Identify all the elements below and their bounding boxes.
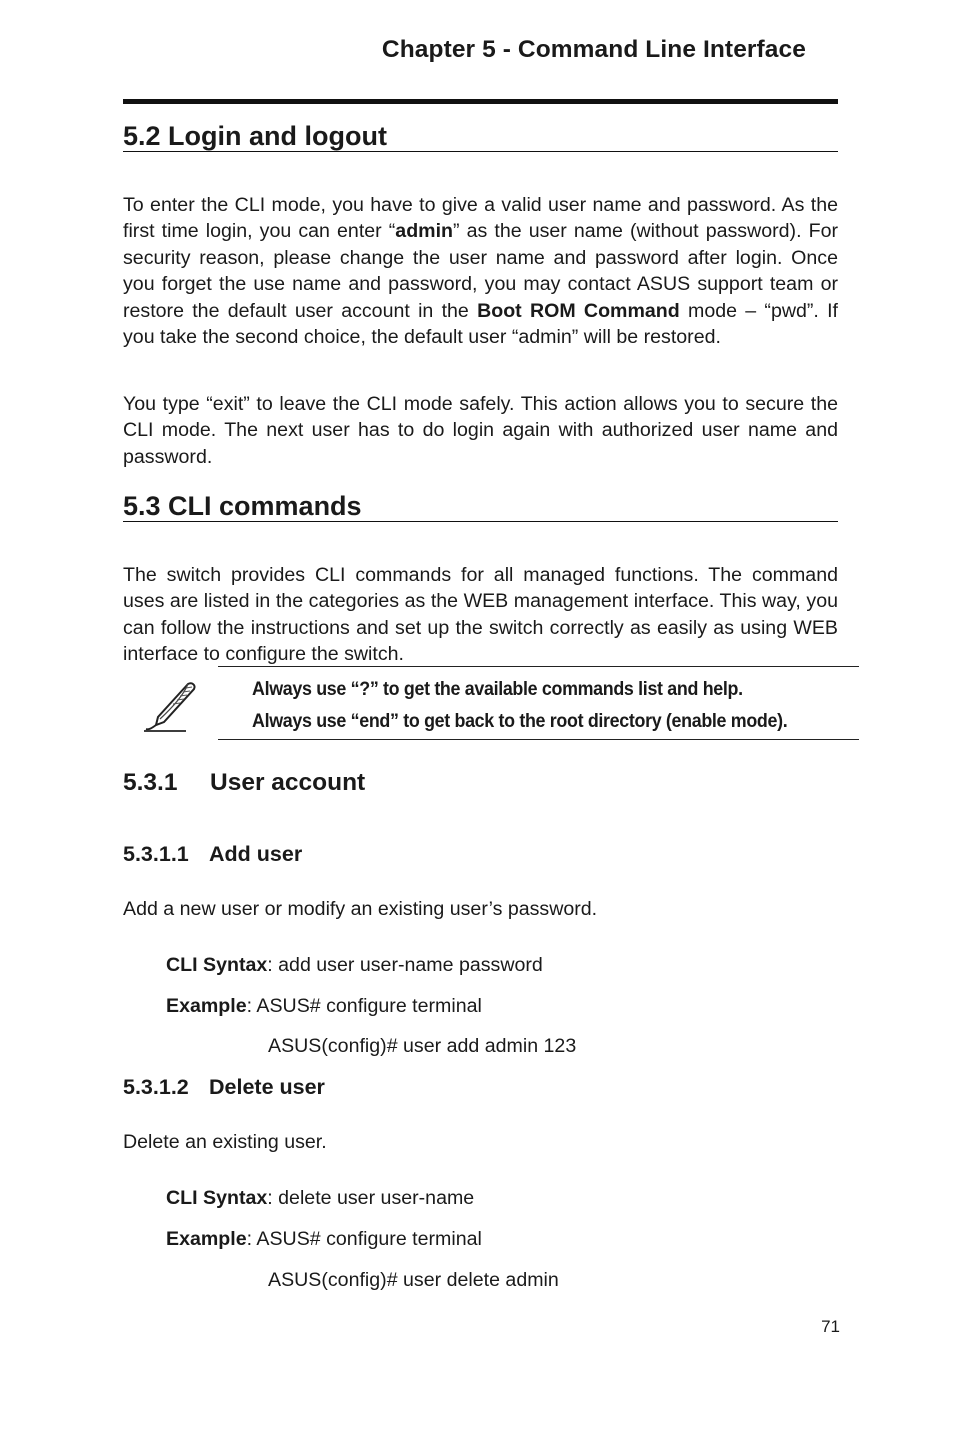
note-line-help: Always use “?” to get the available commands list and help. <box>252 679 743 700</box>
delete-user-example-cont: ASUS(config)# user delete admin <box>268 1269 559 1291</box>
chapter-header: Chapter 5 - Command Line Interface <box>381 36 806 63</box>
syntax-text: : delete user user-name <box>267 1187 475 1209</box>
text-run: ” as the user name (without password). For security reason, please change the user name and password after login. Once you forget the use name and password, you may contact ASUS support team or restore the default user account in the <box>123 220 838 322</box>
heading-add-user <box>123 842 302 867</box>
section-title-cli-commands: 5.3 CLI commands <box>123 491 838 522</box>
syntax-text: : add user user-name password <box>267 954 543 976</box>
subsection-label: User account <box>210 769 366 796</box>
add-user-description: Add a new user or modify an existing user’s password. <box>123 898 598 920</box>
bold-term: admin <box>395 220 453 243</box>
note-line-end: Always use “end” to get back to the root directory (enable mode). <box>252 711 788 732</box>
logout-paragraph: You type “exit” to leave the CLI mode safely. This action allows you to secure the CLI mode. The next user has to do login again with authorized user name and password. <box>123 393 838 468</box>
example-text: : ASUS# configure terminal <box>246 995 482 1017</box>
delete-user-example <box>166 1228 482 1251</box>
add-user-example-cont: ASUS(config)# user add admin 123 <box>268 1035 577 1057</box>
text-run: To enter the CLI mode, you have to give a valid user name and password. As the first time login, you can enter “ <box>123 194 838 243</box>
example-text: : ASUS# configure terminal <box>246 1228 482 1250</box>
text-run: mode – “pwd”. If you take the second choice, the default user “admin” will be restored. <box>123 299 838 349</box>
section-title-login-logout: 5.2 Login and logout <box>123 121 838 152</box>
page-number: 71 <box>821 1317 840 1336</box>
example-label: Example <box>166 995 247 1017</box>
login-intro-paragraph <box>123 192 838 350</box>
subsection-title-user-account <box>123 769 365 797</box>
subsection-number: 5.3.1 <box>123 769 178 796</box>
note-top-rule <box>218 666 859 667</box>
pen-note-icon <box>140 678 200 738</box>
header-rule <box>123 99 838 104</box>
add-user-syntax <box>166 954 543 977</box>
heading-label: Delete user <box>209 1075 325 1099</box>
add-user-example <box>166 995 482 1018</box>
cli-commands-paragraph: The switch provides CLI commands for all managed functions. The command uses are listed in the categories as the WEB management interface. This way, you can follow the instructions and set up the switch correctly as easily as using WEB interface to configure the switch. <box>123 564 838 666</box>
bold-term: Boot ROM Command <box>477 299 680 322</box>
delete-user-syntax <box>166 1187 474 1210</box>
note-bottom-rule <box>218 739 859 740</box>
heading-delete-user <box>123 1075 325 1100</box>
delete-user-description: Delete an existing user. <box>123 1131 327 1153</box>
syntax-label: CLI Syntax <box>166 1187 268 1209</box>
syntax-label: CLI Syntax <box>166 954 268 976</box>
heading-number: 5.3.1.1 <box>123 842 189 866</box>
heading-number: 5.3.1.2 <box>123 1075 189 1099</box>
example-label: Example <box>166 1228 247 1250</box>
heading-label: Add user <box>209 842 303 866</box>
